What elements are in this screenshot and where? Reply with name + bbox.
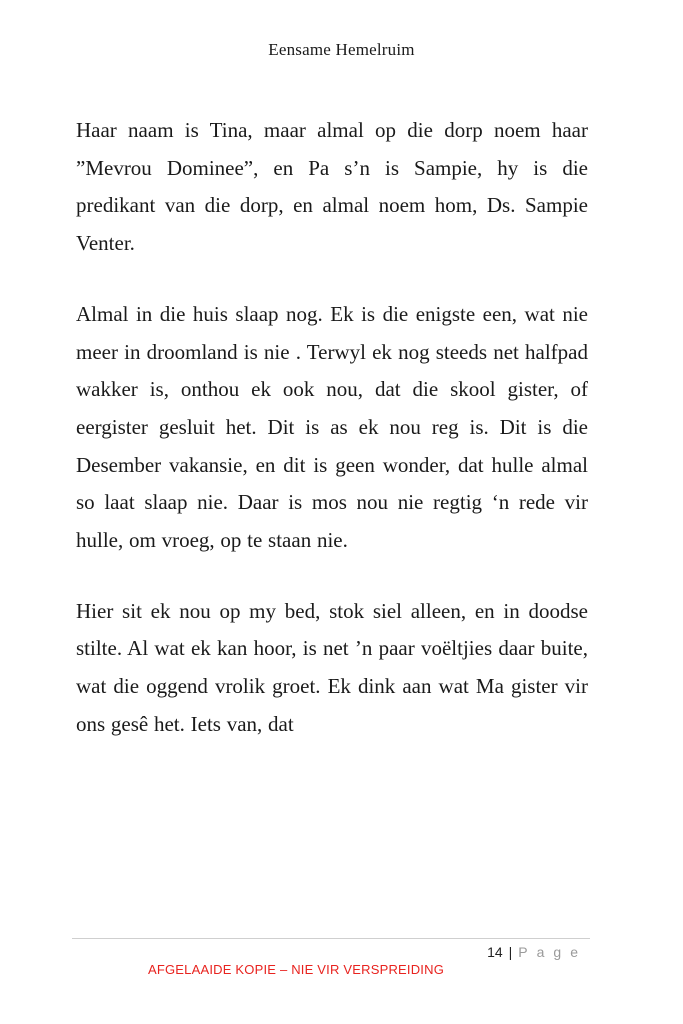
page-number-footer: [487, 944, 587, 960]
download-notice: AFGELAAIDE KOPIE – NIE VIR VERSPREIDING: [147, 962, 445, 977]
page-separator: |: [508, 944, 513, 960]
page-number: 14: [487, 944, 503, 960]
paragraph-3: Hier sit ek nou op my bed, stok siel alleen, en in doodse stilte. Al wat ek kan hoor, is net ’n paar voëltjies daar buite, wat die oggend vrolik groet. Ek dink aan wat Ma gister vir ons gesê het. Iets van, dat: [76, 598, 588, 736]
paragraph-1: Haar naam is Tina, maar almal op die dorp noem haar ”Mevrou Dominee”, en Pa s’n is Sampie, hy is die predikant van die dorp, en almal noem hom, Ds. Sampie Venter.: [76, 118, 588, 256]
paragraph-2: Almal in die huis slaap nog. Ek is die enigste een, wat nie meer in droomland is nie . Terwyl ek nog steeds net halfpad wakker is, onthou ek ook nou, dat die skool gister, of eergister gesluit het. Dit is as ek nou reg is. Dit is die Desember vakansie, en dit is geen wonder, dat hulle almal so laat slaap nie. Daar is mos nou nie regtig ‘n rede vir hulle, om vroeg, op te staan nie.: [76, 301, 588, 553]
running-header: Eensame Hemelruim: [268, 40, 415, 59]
footer-divider: [72, 938, 590, 939]
page-label: Page: [518, 944, 587, 960]
body-text: [76, 112, 588, 777]
